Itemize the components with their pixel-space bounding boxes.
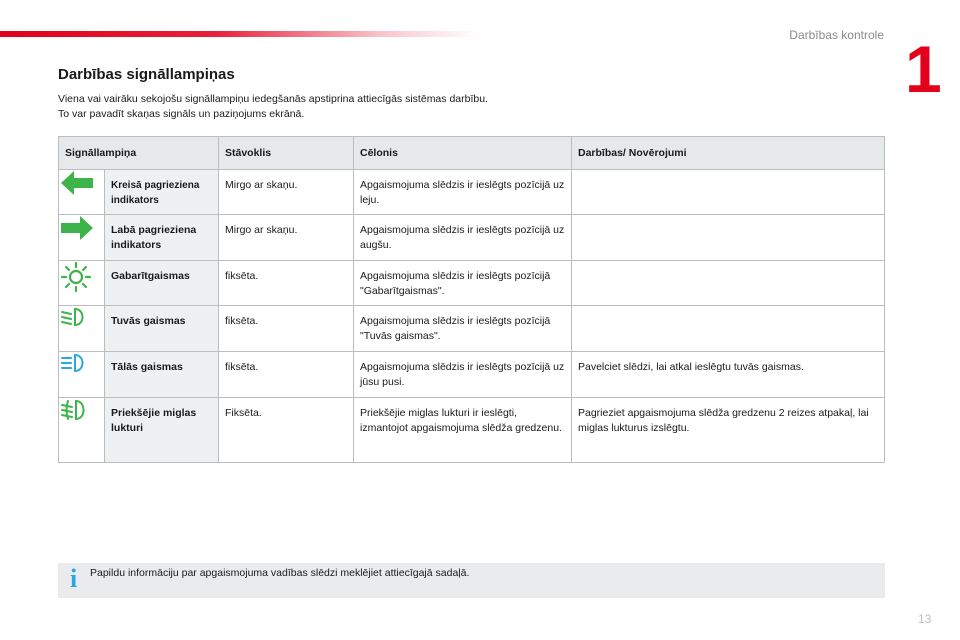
info-note xyxy=(58,563,885,598)
column-header-lamp: Signāllampiņa xyxy=(59,137,219,170)
page-number: 13 xyxy=(918,612,932,626)
intro-line: To var pavadīt skaņas signāls un paziņojums ekrānā. xyxy=(58,108,305,120)
lamp-cause: Apgaismojuma slēdzis ir ieslēgts pozīcijā uz leju. xyxy=(354,170,572,215)
dipped-beam-icon xyxy=(59,306,89,328)
lamp-name: Kreisā pagrieziena indikators xyxy=(105,170,219,215)
table-header-row xyxy=(59,137,885,170)
info-text: Papildu informāciju par apgaismojuma vadības slēdzi meklējiet attiecīgajā sadaļā. xyxy=(90,567,470,579)
main-beam-icon xyxy=(59,352,89,374)
table-row xyxy=(59,306,885,352)
info-icon: i xyxy=(70,564,78,593)
lamp-cause: Priekšējie miglas lukturi ir ieslēgti, izmantojot apgaismojuma slēdža gredzenu. xyxy=(354,398,572,463)
front-fog-lamp-icon xyxy=(59,398,89,422)
lamp-name: Priekšējie miglas lukturi xyxy=(105,398,219,463)
intro-line: Viena vai vairāku sekojošu signāllampiņu iedegšanās apstiprina attiecīgās sistēmas darbību. xyxy=(58,93,488,105)
lamp-action xyxy=(572,170,885,215)
lamp-state: fiksēta. xyxy=(219,261,354,306)
lamp-state: fiksēta. xyxy=(219,352,354,398)
chapter-number: 1 xyxy=(905,32,942,106)
right-turn-arrow-icon xyxy=(59,215,95,241)
sidelights-icon xyxy=(59,261,93,293)
header-accent-bar xyxy=(0,31,480,37)
table-row xyxy=(59,215,885,261)
warning-lights-table xyxy=(58,136,885,463)
lamp-cause: Apgaismojuma slēdzis ir ieslēgts pozīcijā uz jūsu pusi. xyxy=(354,352,572,398)
lamp-name: Tuvās gaismas xyxy=(105,306,219,352)
column-header-cause: Cēlonis xyxy=(354,137,572,170)
lamp-action: Pavelciet slēdzi, lai atkal ieslēgtu tuvās gaismas. xyxy=(572,352,885,398)
page-title: Darbības signāllampiņas xyxy=(58,66,235,83)
lamp-name: Gabarītgaismas xyxy=(105,261,219,306)
left-turn-arrow-icon xyxy=(59,170,95,196)
lamp-state: Fiksēta. xyxy=(219,398,354,463)
lamp-name: Labā pagrieziena indikators xyxy=(105,215,219,261)
lamp-state: fiksēta. xyxy=(219,306,354,352)
lamp-name: Tālās gaismas xyxy=(105,352,219,398)
section-name: Darbības kontrole xyxy=(789,28,884,42)
column-header-state: Stāvoklis xyxy=(219,137,354,170)
lamp-action xyxy=(572,261,885,306)
lamp-action xyxy=(572,215,885,261)
lamp-cause: Apgaismojuma slēdzis ir ieslēgts pozīcijā uz augšu. xyxy=(354,215,572,261)
lamp-action xyxy=(572,306,885,352)
table-row xyxy=(59,352,885,398)
table-row xyxy=(59,398,885,463)
lamp-state: Mirgo ar skaņu. xyxy=(219,170,354,215)
table-row xyxy=(59,170,885,215)
lamp-action: Pagrieziet apgaismojuma slēdža gredzenu 2 reizes atpakaļ, lai miglas lukturus izslēgtu. xyxy=(572,398,885,463)
column-header-action: Darbības/ Novērojumi xyxy=(572,137,885,170)
intro-text xyxy=(58,92,658,122)
table-row xyxy=(59,261,885,306)
lamp-state: Mirgo ar skaņu. xyxy=(219,215,354,261)
lamp-cause: Apgaismojuma slēdzis ir ieslēgts pozīcijā "Tuvās gaismas". xyxy=(354,306,572,352)
lamp-cause: Apgaismojuma slēdzis ir ieslēgts pozīcijā "Gabarītgaismas". xyxy=(354,261,572,306)
